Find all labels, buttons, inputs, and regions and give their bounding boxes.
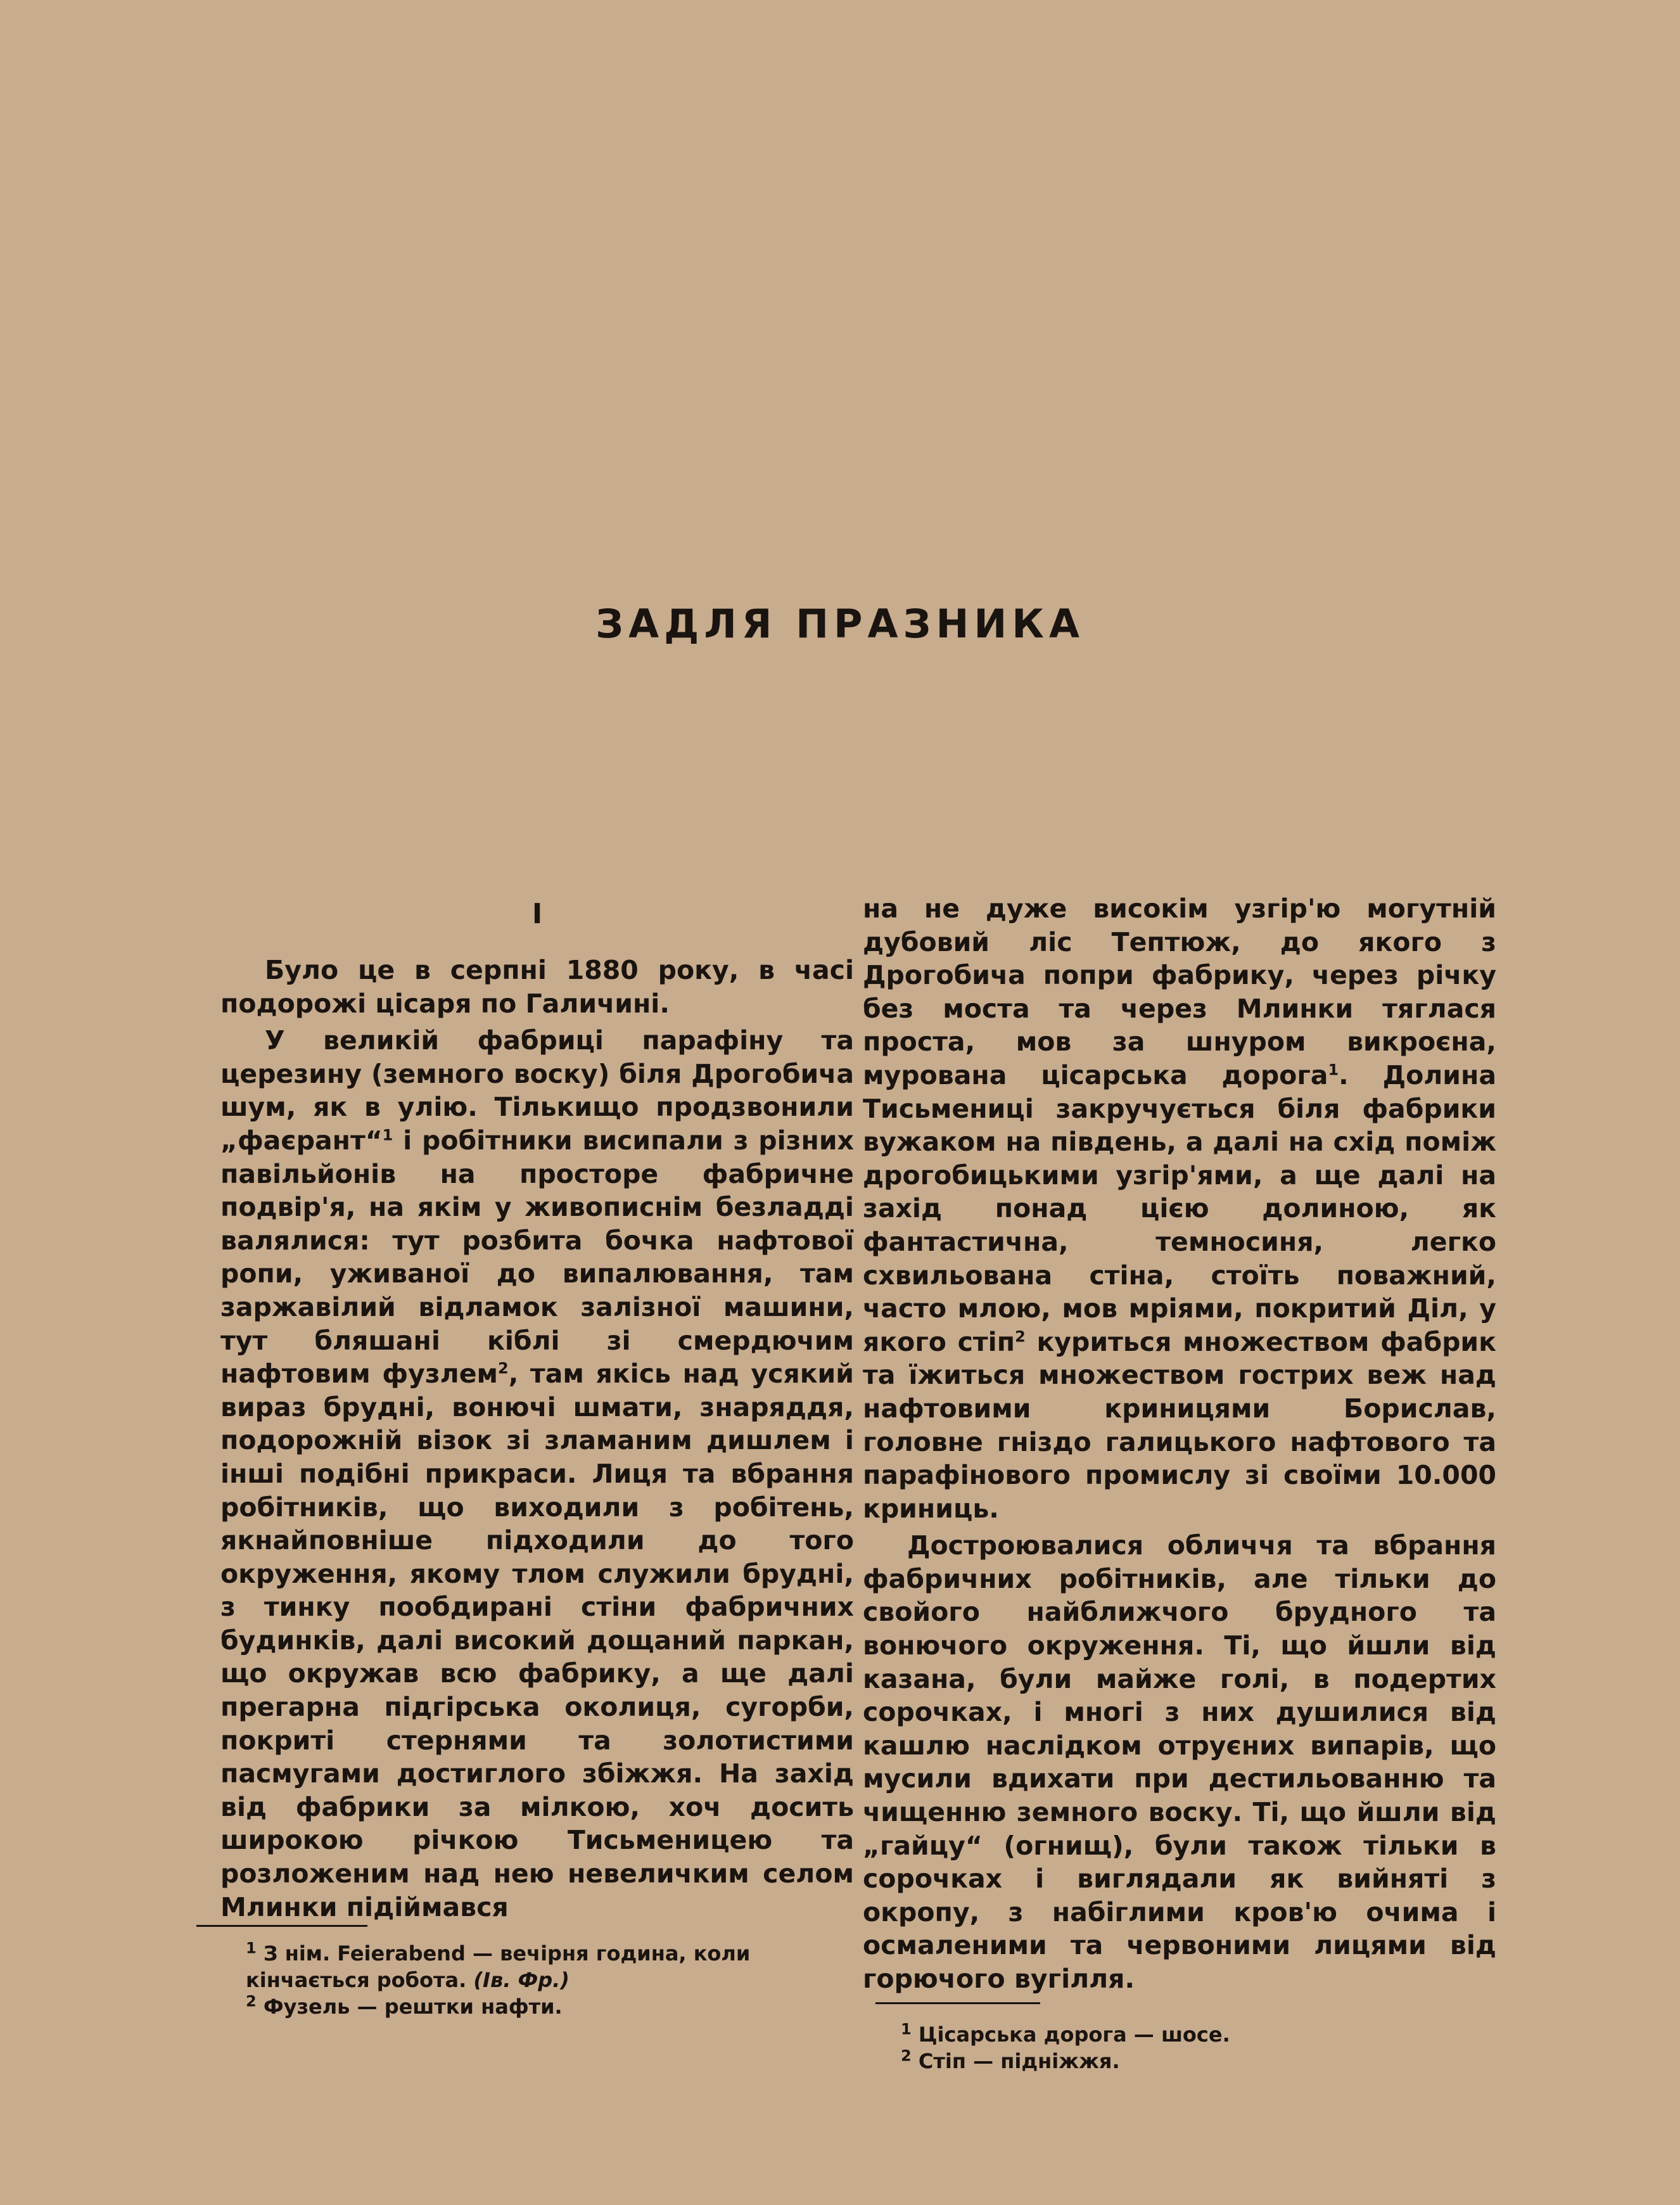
footnote-ref: 2 [498,1359,509,1377]
paragraph-text: на не дуже високім узгір'ю могутній дубовий ліс Тептюж, до якого з Дрогобича попри фабрику, через річку без моста та через Млинки тяглася проста, мов за шнуром викроєна, мурована цісарська дорога [863,893,1496,1090]
paragraph-text: . Долина Тисьмениці закручується біля фабрики вужаком на південь, а далі на схід поміж дрогобицькими узгір'ями, а ще далі на захід понад цією долиною, як фантастична, темносиня, легко схвильована стіна, стоїть поважний, часто млою, мов мріями, покритий Діл, у якого стіп [863,1059,1496,1357]
footnote-divider [196,1925,367,1927]
paragraph-text: куриться множеством фабрик та їжиться множеством гострих веж над нафтовими криницями Борислав, головне гніздо галицького нафтового та парафінового промислу зі своїми 10.000 криниць. [863,1326,1496,1524]
right-column [863,892,1496,2000]
footnote-ref: 2 [1015,1327,1026,1346]
footnote-mark: 1 [246,1939,257,1957]
footnote-ref: 1 [1328,1061,1339,1079]
footnote [875,2021,1509,2048]
paragraph-text: , там якісь над усякий вираз брудні, вонючі шмати, знаряддя, подорожній візок зі зламаним дишлем і інші подібні прикраси. Лиця та вбрання робітників, що виходили з робітень, якнайповніше підходили до того окруження, якому тлом служили брудні, з тинку пообдирані стіни фабричних будинків, далі високий дощаний паркан, що окружав всю фабрику, а ще далі прегарна підгірська околиця, сугорби, покриті стернями та золотистими пасмугами достиглого збіжжя. На захід від фабрики за мілкою, хоч досить широкою річкою Тисьменицею та розложеним над нею невеличким селом Млинки підіймався [220,1358,854,1922]
footnote-text: Цісарська дорога — шосе. [918,2023,1230,2047]
footnote-ref: 1 [382,1126,393,1144]
paragraph [863,1529,1496,1995]
left-column [220,890,854,1927]
footnote-text: Стіп — підніжжя. [918,2049,1120,2073]
footnote-divider [875,2002,1040,2004]
footnote-text: З нім. Feierabend — вечірня година, коли кінчається робота. [246,1941,751,1992]
footnote [220,1993,854,2020]
footnote-note: (Ів. Фр.) [473,1968,570,1992]
footnote-mark: 2 [246,1992,257,2010]
footnote [220,1940,854,1993]
chapter-number: I [531,898,543,930]
footnote-text: Фузель — рештки нафти. [263,1995,563,2019]
paragraph-text: Достроювалися обличчя та вбрання фабричних робітників, але тільки до свойого найближчого брудного та вонючого окруження. Ті, що йшли від казана, були майже голі, в подертих сорочках, і многі з них душилися від кашлю наслідком отруєних випарів, що мусили вдихати при дестильованню та чищенню земного воску. Ті, що йшли від „гайцу“ (огнищ), були також тільки в сорочках і виглядали як вийняті з окропу, з набіглими кров'ю очима і осмаленими та червоними лицями від горючого вугілля. [863,1530,1496,1994]
paragraph [220,954,854,1020]
paragraph-text: і робітники висипали з різних павільйонів на просторе фабричне подвір'я, на якім у живописнім безладді валялися: тут розбита бочка нафтової ропи, уживаної до випалювання, там заржавілий відламок залізної машини, тут бляшані кіблі зі смердючим нафтовим фузлем [220,1125,854,1390]
footnotes-right [875,2021,1509,2074]
footnote-mark: 2 [901,2047,912,2065]
paragraph [863,892,1496,1525]
footnote-mark: 1 [901,2020,912,2038]
paragraph-text: Було це в серпні 1880 року, в часі подорожі цісаря по Галичині. [220,955,854,1019]
paragraph-text: У великій фабриці парафіну та церезину (земного воску) біля Дрогобича шум, як в улію. Тількищо продзвонили „фаєрант“ [220,1025,854,1156]
paragraph [220,1024,854,1924]
footnote [875,2048,1509,2074]
page-title: ЗАДЛЯ ПРАЗНИКА [595,601,1085,647]
footnotes-left [220,1940,854,2020]
